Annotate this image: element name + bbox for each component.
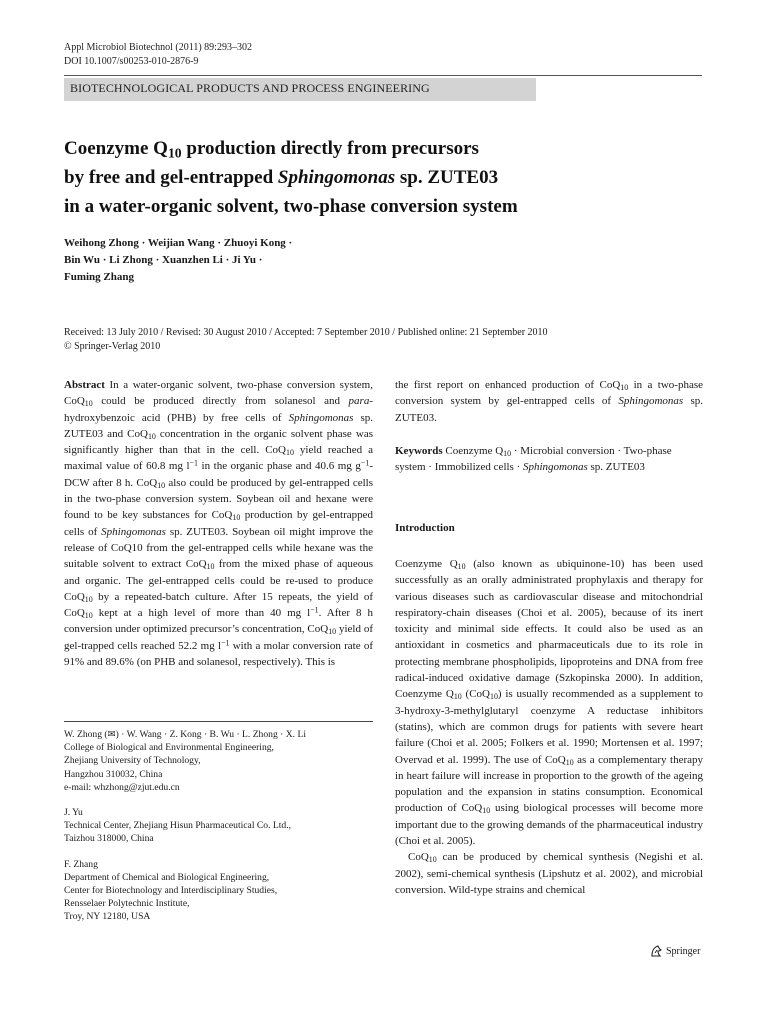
introduction-heading: Introduction [395, 522, 455, 534]
email-link[interactable]: e-mail: whzhong@zjut.edu.cn [64, 781, 180, 793]
abstract-continued: the first report on enhanced production of CoQ$_{10}$ in a two-phase conversion system by gel-entrapped cells of Sphingomonas sp. ZUTE03. [395, 379, 703, 424]
journal-citation: Appl Microbiol Biotechnol (2011) 89:293–302 [64, 42, 252, 53]
affiliations: W. Zhong (✉) · W. Wang · Z. Kong · B. Wu · L. Zhong · X. Li College of Biological and Environmental Engineering, Zhejiang University of Technology, Hangzhou 310032, China e-mail: whzhong@zjut.edu.cn J. Yu Technical Center, Zhejiang Hisun Pharmaceutical Co. Ltd., Taizhou 318000, China F. Zhang Department of Chemical and Biological Engineering, Center for Biotechnology and Interdisciplinary Studies, Rensselaer Polytechnic Institute, Troy, NY 12180, USA [64, 728, 373, 924]
header-rule [64, 75, 702, 76]
article-title: Coenzyme $Q_{10}$ production directly from precursors by free and gel-entrapped Sphingomonas sp. ZUTE03 in a water-organic solvent, two-phase conversion system [64, 138, 518, 217]
abstract-label: Abstract [64, 379, 105, 391]
article-history: Received: 13 July 2010 / Revised: 30 August 2010 / Accepted: 7 September 2010 / Published online: 21 September 2010 © Springer-Verlag 2010 [64, 326, 704, 354]
author-list: Weihong Zhong · Weijian Wang · Zhuoyi Kong · Bin Wu · Li Zhong · Xuanzhen Li · Ji Yu · Fuming Zhang [64, 237, 293, 283]
abstract: Abstract In a water-organic solvent, two-phase conversion system, CoQ$_{10}$ could be produced directly from solanesol and para-hydroxybenzoic acid (PHB) by free cells of Sphingomonas sp. ZUTE03 and CoQ$_{10}$ concentration in the organic solvent phase was significantly higher than that in the cell. CoQ$_{10}$ yield reached a maximal value of 60.8 mg $l^{-1}$ in the organic phase and 40.6 mg $g^{-1}$-DCW after 8 h. CoQ$_{10}$ also could be produced by gel-entrapped cells in the two-phase conversion system. Soybean oil and hexane were found to be key substances for CoQ$_{10}$ production by gel-entrapped cells of Sphingomonas sp. ZUTE03. Soybean oil might improve the release of CoQ10 from the gel-entrapped cells while hexane was the suitable solvent to extract CoQ$_{10}$ from the mixed phase of aqueous and organic. The gel-entrapped cells could be re-used to produce CoQ$_{10}$ by a repeated-batch culture. After 15 repeats, the yield of CoQ$_{10}$ kept at a high level of more than 40 mg $l^{-1}$. After 8 h conversion under optimized precursor’s concentration, CoQ$_{10}$ yield of gel-trapped cells reached 52.2 mg $l^{-1}$ with a molar conversion rate of 91% and 89.6% (on PHB and solanesol, respectively). This is [64, 379, 373, 669]
doi-line[interactable]: DOI 10.1007/s00253-010-2876-9 [64, 56, 199, 67]
introduction-body: Coenzyme $Q_{10}$ (also known as ubiquinone-10) has been used successfully as an orally administrated prophylaxis and therapy for various diseases such as cardiovascular disease and mitochondrial respiratory-chain diseases (Choi et al. 2005), because of its inert toxicity and minimal side effects. It could also be used as an antioxidant in cosmetics and pharmaceuticals due to its role in protecting membrane phospholipids, lipoproteins and DNA from free radical-induced oxidative damage (Szkopinska 2000). In addition, Coenzyme $Q_{10}$ (CoQ$_{10}$) is usually recommended as a supplement to 3-hydroxy-3-methylglutaryl coenzyme A reductase inhibitors (statins), which are common drugs for patients with severe heart failure (Choi et al. 2005; Folkers et al. 1990; Mortensen et al. 1997; Overvad et al. 1999). The use of CoQ$_{10}$ as a complementary therapy in heart failure will increase in proportion to the growth of the ageing population and the expansion in statins consumption. Economical production of CoQ$_{10}$ using biological processes will become more important due to the growing demands of the pharmaceutical industry (Choi et al. 2005). CoQ$_{10}$ can be produced by chemical synthesis (Negishi et al. 2002), semi-chemical synthesis (Lipshutz et al. 2002), and microbial conversion. Wild-type strains and chemical [395, 558, 704, 896]
springer-logo [649, 944, 700, 958]
copyright-line: © Springer-Verlag 2010 [64, 341, 161, 352]
keywords: Keywords Coenzyme $Q_{10}$ · Microbial conversion · Two-phase system · Immobilized cells · Sphingomonas sp. ZUTE03 [395, 445, 672, 474]
section-banner: BIOTECHNOLOGICAL PRODUCTS AND PROCESS ENGINEERING [64, 78, 536, 101]
springer-horse-icon [649, 944, 663, 958]
affiliation-rule [64, 721, 373, 722]
publisher-name: Springer [666, 945, 701, 957]
